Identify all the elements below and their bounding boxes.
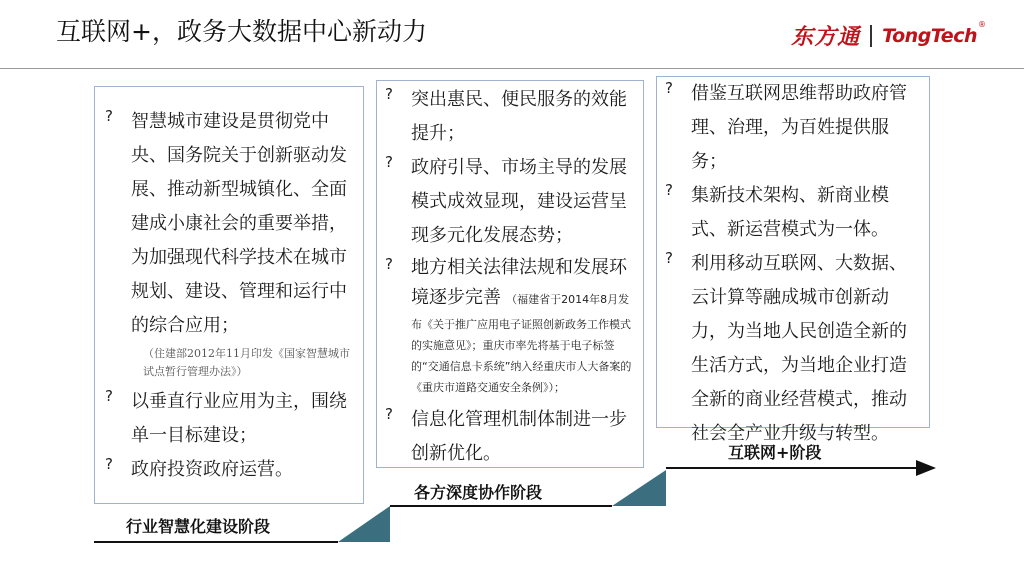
list-item (385, 151, 635, 253)
stage3-label: 互联网+阶段 (728, 443, 822, 462)
bullet-icon: ? (665, 79, 673, 97)
list-item-text: 集新技术架构、新商业模式、新运营模式为一体。 (691, 185, 889, 240)
logo-registered-mark: ® (978, 20, 986, 29)
bullet-icon: ? (385, 255, 393, 273)
list-item (105, 453, 353, 487)
stage1-label: 行业智慧化建设阶段 (126, 517, 271, 536)
stage3-content-box (656, 76, 930, 444)
list-item-text: 利用移动互联网、大数据、云计算等融成城市创新动力，为当地人民创造全新的生活方式，为当地企业打造全新的商业经营模式，推动社会全产业升级与转型。 (691, 253, 907, 444)
list-item-text: 地方相关法律法规和发展环境逐步完善 (411, 257, 627, 308)
logo-english-text: TongTech (882, 24, 977, 47)
list-item (665, 77, 921, 179)
list-item-text: 突出惠民、便民服务的效能提升； (411, 89, 627, 144)
logo-divider (870, 25, 872, 47)
bullet-icon: ? (385, 85, 393, 103)
bullet-icon: ? (105, 455, 113, 473)
stage2-label: 各方深度协作阶段 (414, 483, 543, 502)
bullet-icon: ? (665, 249, 673, 267)
list-item (385, 83, 635, 151)
list-item (385, 403, 635, 471)
note-text: （福建省于2014年8月发布《关于推广应用电子证照创新政务工作模式的实施意见》；重庆市率先将基于电子标签的“交通信息卡系统”纳入经重庆市人大备案的《重庆市道路交通安全条例》）； (411, 293, 632, 394)
list-item (665, 247, 921, 451)
list-item (105, 105, 353, 343)
bullet-icon: ? (385, 153, 393, 171)
list-item-text: 智慧城市建设是贯彻党中央、国务院关于创新驱动发展、推动新型城镇化、全面建成小康社会的重要举措，为加强现代科学技术在城市规划、建设、管理和运行中的综合应用； (131, 111, 347, 336)
bullet-icon: ? (665, 181, 673, 199)
list-item-text: 信息化管理机制体制进一步创新优化。 (411, 409, 627, 464)
list-item (665, 179, 921, 247)
list-item-note (105, 345, 353, 381)
stair-step-2 (612, 470, 666, 506)
list-item (385, 253, 635, 397)
bullet-icon: ? (385, 405, 393, 423)
list-item (105, 385, 353, 453)
logo-chinese-text: 东方通 (791, 24, 861, 50)
bullet-icon: ? (105, 107, 113, 125)
list-item-text: 以垂直行业应用为主，围绕单一目标建设； (131, 391, 347, 446)
list-item-body (411, 253, 635, 397)
list-item-text: 政府引导、市场主导的发展模式成效显现，建设运营呈现多元化发展态势； (411, 157, 627, 246)
stage1-content-box (94, 86, 364, 504)
list-item-text: 政府投资政府运营。 (131, 459, 293, 480)
note-text: （住建部2012年11月印发《国家智慧城市试点暂行管理办法》） (143, 347, 350, 378)
page-title: 互联网+，政务大数据中心新动力 (56, 17, 427, 46)
list-item-text: 借鉴互联网思维帮助政府管理、治理，为百姓提供服务； (691, 83, 907, 172)
stair-step-1 (338, 506, 390, 542)
tongtech-logo (791, 20, 986, 51)
header-divider (0, 68, 1024, 69)
stage2-content-box (376, 80, 644, 468)
bullet-icon: ? (105, 387, 113, 405)
